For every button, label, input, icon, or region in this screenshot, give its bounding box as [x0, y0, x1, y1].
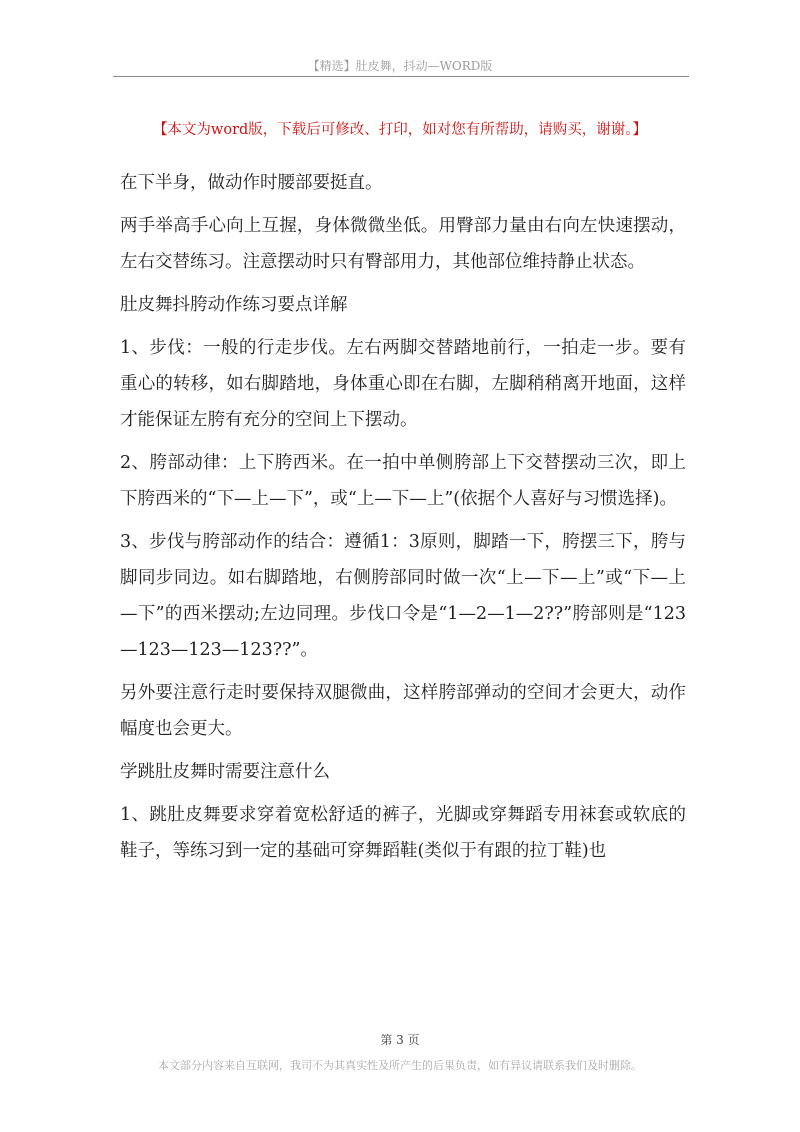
paragraph-step: 1、步伐：一般的行走步伐。左右两脚交替踏地前行，一拍走一步。要有重心的转移，如右脚踏地，身体重心即在右脚，左脚稍稍离开地面，这样才能保证左胯有充分的空间上下摆动。 — [120, 338, 686, 430]
paragraph-note: 另外要注意行走时要保持双腿微曲，这样胯部弹动的空间才会更大，动作幅度也会更大。 — [120, 683, 686, 739]
paragraph-combination: 3、步伐与胯部动作的结合：遵循1：3原则，脚踏一下，胯摆三下，胯与脚同步同边。如右脚踏地，右侧胯部同时做一次“上—下—上”或“下—上—下”的西米摆动;左边同理。步伐口令是“1—2—1—2??”胯部则是“123—123—123—123??”。 — [120, 532, 686, 660]
page-footer-disclaimer: 本文部分内容来自互联网，我司不为其真实性及所产生的后果负责，如有异议请联系我们及时删除。 — [158, 1059, 642, 1072]
page-header-title: 【精选】肚皮舞，抖动—WORD版 — [307, 59, 493, 73]
section-heading-hip-shake: 肚皮舞抖胯动作练习要点详解 — [120, 295, 348, 315]
download-notice: 【本文为word版，下载后可修改、打印，如对您有所帮助，请购买，谢谢。】 — [152, 122, 648, 138]
document-body — [120, 165, 686, 876]
section-heading-precautions: 学跳肚皮舞时需要注意什么 — [120, 762, 330, 782]
paragraph-1: 在下半身，做动作时腰部要挺直。 — [120, 173, 383, 193]
header-divider — [113, 76, 689, 77]
paragraph-2: 两手举高手心向上互握，身体微微坐低。用臀部力量由右向左快速摆动，左右交替练习。注意摆动时只有臀部用力，其他部位维持静止状态。 — [120, 216, 686, 272]
page-number: 第 3 页 — [380, 1033, 420, 1047]
paragraph-hip-rhythm: 2、胯部动律：上下胯西米。在一拍中单侧胯部上下交替摆动三次，即上下胯西米的“下—上—下”，或“上—下—上”(依据个人喜好与习惯选择)。 — [120, 453, 686, 509]
paragraph-clothing: 1、跳肚皮舞要求穿着宽松舒适的裤子，光脚或穿舞蹈专用袜套或软底的鞋子，等练习到一定的基础可穿舞蹈鞋(类似于有跟的拉丁鞋)也 — [120, 805, 686, 861]
